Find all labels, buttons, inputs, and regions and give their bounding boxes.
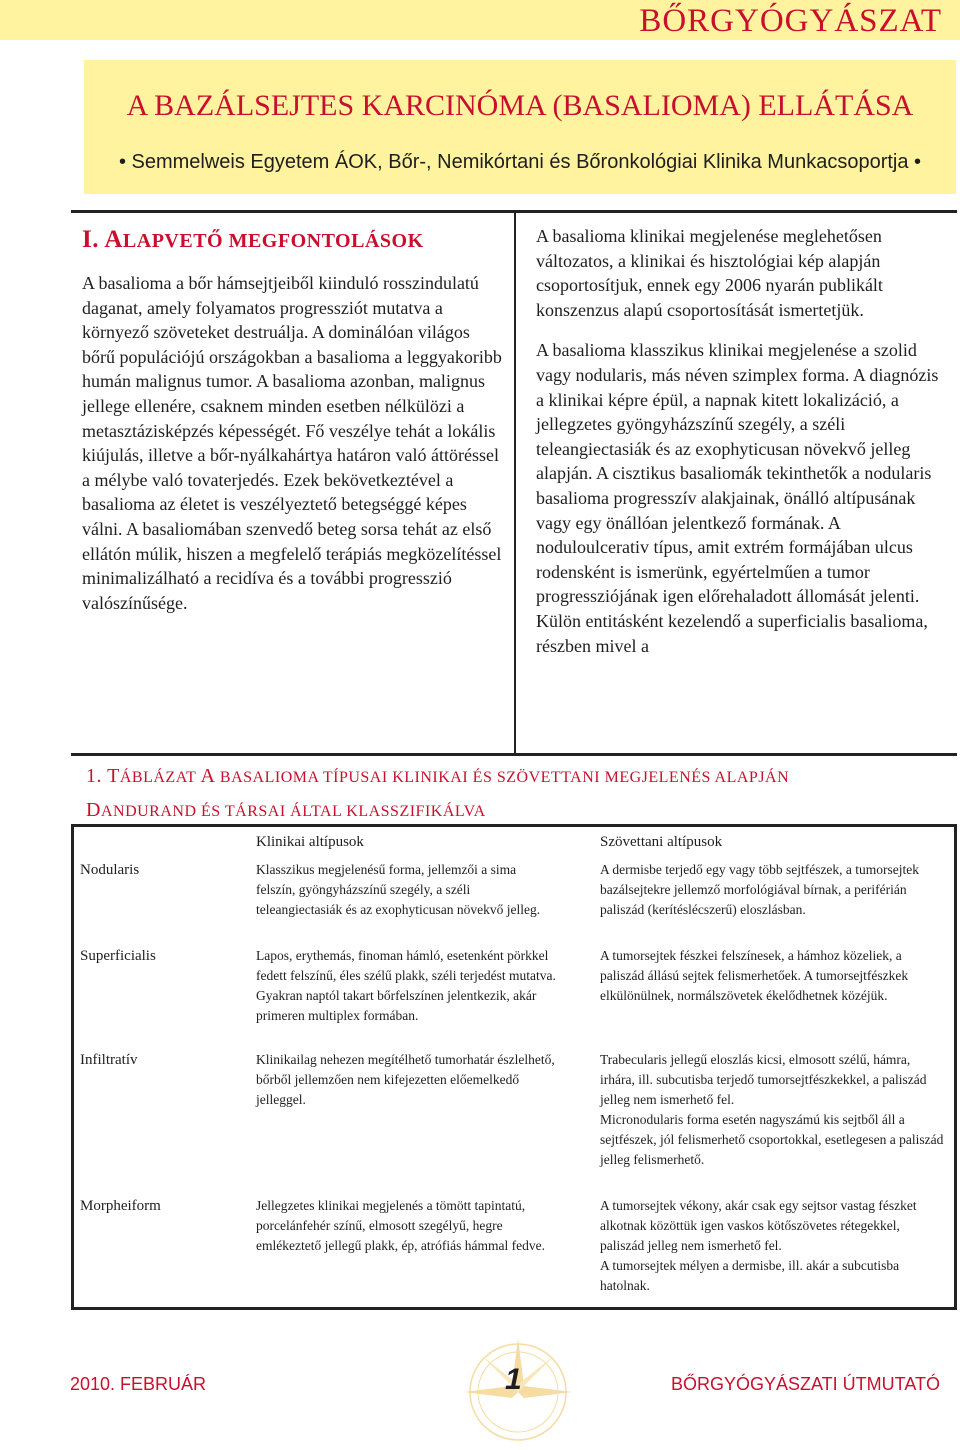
section-heading-rest: LAPVETŐ MEGFONTOLÁSOK: [122, 230, 424, 252]
table-cell-clinical: Lapos, erythemás, finoman hámló, esetenként pörkkel fedett felszínű, éles szélű plakk, széli terjedést mutatva. Gyakran naptól takart bőrfelszínen jelentkezik, akár primeren multiplex formában.: [256, 948, 556, 1023]
table-title-line-1: [86, 760, 946, 794]
section-heading: [82, 222, 504, 259]
section-tag: BŐRGYÓGYÁSZAT: [639, 3, 942, 39]
table-cell-clinical: Jellegzetes klinikai megjelenés a tömött tapintatú, porcelánfehér színű, elmosott szegélyű, hegre emlékeztető jellegű plakk, ép, atrófiás hámmal fedve.: [256, 1198, 546, 1253]
table-title-line-2: [86, 794, 946, 828]
right-column: [536, 224, 950, 674]
table-cell-clinical: Klinikailag nehezen megítélhető tumorhatár észlelhető, bőrből jellemzően nem kifejezetten előemelkedő jelleggel.: [256, 1052, 555, 1107]
left-column: [82, 222, 504, 615]
table-title-word: ÁBLÁZAT: [119, 769, 201, 786]
row-label-superficialis: Superficialis: [80, 948, 156, 964]
page-number: 1: [505, 1363, 522, 1396]
table-cell-histological: A tumorsejtek vékony, akár csak egy sejtsor vastag fészket alkotnak közöttük igen vaskos kötőszövetes rétegekkel, paliszád jelleg nem ismerhető fel. A tumorsejtek mélyen a dermisbe, ill. akár a subcutisba hatolnak.: [600, 1198, 917, 1293]
row-label-infiltrativ: Infiltratív: [80, 1052, 138, 1068]
table-title-number: 1. T: [86, 765, 120, 787]
table-cell-histological: A dermisbe terjedő egy vagy több sejtfészek, a tumorsejtek bazálsejtekre jellemző morfológiával bírnak, a periférián paliszád (kerítéslécszerű) eloszlásban.: [600, 862, 920, 917]
left-paragraph: A basalioma a bőr hámsejtjeiből kiinduló rosszindulatú daganat, amely folyamatos progressziót mutatva a környező szöveteket destruálja. A dominálóan világos bőrű populációjú országokban a basalioma a leggyakoribb humán malignus tumor. A basalioma azonban, malignus jellege ellenére, csaknem minden esetben nélkülözi a metasztázisképzés képességét. Fő veszélye tehát a lokális kiújulás, illetve a bőr-nyálkahártya határon való áttöréssel a mélybe való tovaterjedés. Ezek bekövetkeztével a basalioma az életet is veszélyeztető betegséggé képes válni. A basaliomában szenvedő beteg sorsa tehát az első ellátón múlik, hiszen a megfelelő terápiás megközelítéssel minimalizálható a recidíva és a további progresszió valószínűsége.: [82, 273, 502, 613]
table-cell-histological: Trabecularis jellegű eloszlás kicsi, elmosott szélű, hámra, irhára, ill. subcutisba terjedő tumorsejtfészkekkel, a paliszád jelleg nem ismerhető fel. Micronodularis forma esetén nagyszámú kis sejtből áll a sejtfészek, jól felismerhető csoportokkal, esetlegesen a paliszád jelleg felismerhető.: [600, 1052, 944, 1167]
table-title-line2-initial: D: [86, 799, 101, 821]
subtitle: • Semmelweis Egyetem ÁOK, Bőr-, Nemikórtani és Bőronkológiai Klinika Munkacsoportja •: [118, 151, 922, 173]
table-title-rest: BASALIOMA TÍPUSAI KLINIKAI ÉS SZÖVETTANI MEGJELENÉS ALAPJÁN: [215, 769, 790, 786]
section-heading-initial: I. A: [82, 226, 123, 253]
table-title: [86, 760, 946, 828]
table-cell-histological: A tumorsejtek fészkei felszínesek, a hámhoz közeliek, a paliszád állású sejtek felismerhetőek. A tumorsejtfészkek elkülönülnek, normálszövetek ékelődhetnek közéjük.: [600, 948, 909, 1003]
page-title: A BAZÁLSEJTES KARCINÓMA (BASALIOMA) ELLÁTÁSA: [126, 89, 914, 122]
right-paragraph-2: A basalioma klasszikus klinikai megjelenése a szolid vagy nodularis, más néven szimplex forma. A diagnózis a klinikai képre épül, a napnak kitett lokalizáció, a jellegzetes gyöngyházszínű szegély, a széli teleangiectasiák és az exophyticusan növekvő jelleg alapján. A cisztikus basaliomák tekinthetők a nodularis basalioma progresszív alakjainak, önálló altípusának vagy egy önállóan jelentkező formának. A noduloulcerativ típus, amit extrém formájában ulcus rodensként is ismerünk, egyértelműen a tumor progressziójának igen előrehaladott állomását jelenti. Külön entitásként kezelendő a superficialis basalioma, részben mivel a: [536, 340, 939, 656]
table-cell-clinical: Klasszikus megjelenésű forma, jellemzői a sima felszín, gyöngyházszínű szegély, a széli teleangiectasiák és az exophyticusan növekvő jelleg.: [256, 862, 541, 917]
title-box: [84, 60, 956, 194]
table-title-article: A: [200, 765, 216, 787]
row-label-nodularis: Nodularis: [80, 862, 140, 878]
right-paragraph-1: A basalioma klinikai megjelenése meglehetősen változatos, a klinikai és hisztológiai kép alapján csoportosítjuk, ennek egy 2006 nyarán publikált konszenzus alapú csoportosítását ismertetjük.: [536, 226, 883, 320]
table-header-clinical: Klinikai altípusok: [256, 834, 364, 850]
column-divider: [514, 210, 516, 756]
footer-publication: BŐRGYÓGYÁSZATI ÚTMUTATÓ: [670, 1374, 940, 1394]
table-title-line2-rest: ANDURAND ÉS TÁRSAI ÁLTAL KLASSZIFIKÁLVA: [100, 803, 486, 820]
footer-date: 2010. FEBRUÁR: [70, 1374, 207, 1394]
table-header-histological: Szövettani altípusok: [600, 834, 723, 850]
row-label-morpheiform: Morpheiform: [80, 1198, 161, 1214]
